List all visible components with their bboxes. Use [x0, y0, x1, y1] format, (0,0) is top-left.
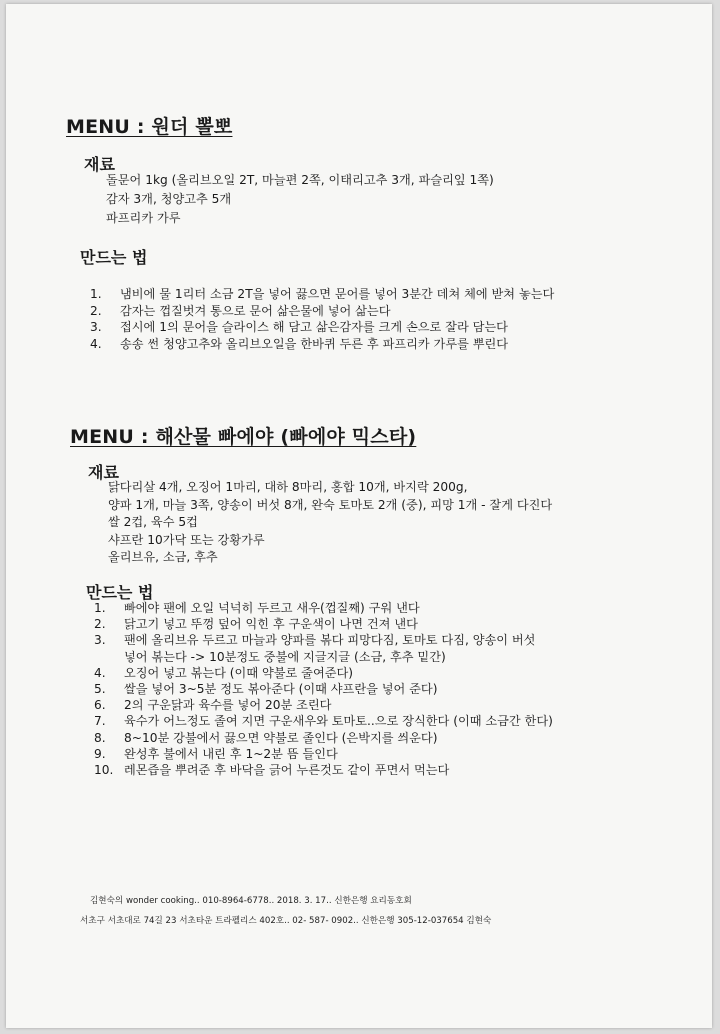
- step-number: 10.: [94, 762, 114, 777]
- step-text: 닭고기 넣고 뚜껑 덮어 익힌 후 구운색이 나면 건져 낸다: [124, 617, 418, 632]
- step-text: 완성후 불에서 내린 후 1~2분 뜸 들인다: [124, 746, 338, 761]
- step-number: 9.: [94, 746, 106, 761]
- step-number: 3.: [94, 633, 106, 648]
- step-text: 8~10분 강불에서 끓으면 약불로 졸인다 (은박지를 씌운다): [124, 730, 438, 745]
- step-text: 접시에 1의 문어을 슬라이스 해 담고 삶은감자를 크게 손으로 잘라 담는다: [120, 320, 508, 334]
- recipe2-ingredients-heading: 재료: [88, 463, 119, 482]
- recipe1-steps: [90, 286, 554, 352]
- ingredient-line: 양파 1개, 마늘 3쪽, 양송이 버섯 8개, 완숙 토마토 2개 (중), 피망 1개 - 잘게 다진다: [108, 497, 553, 512]
- step-item: [94, 746, 553, 762]
- step-item: [94, 681, 553, 697]
- step-number: 2.: [90, 303, 102, 318]
- step-item: [94, 713, 553, 729]
- step-text: 레몬즙을 뿌려준 후 바닥을 긁어 누른것도 같이 푸면서 먹는다: [124, 762, 450, 777]
- recipe1-title: MENU : 원더 뽈뽀: [66, 116, 233, 138]
- step-continuation: 넣어 볶는다 -> 10분정도 중불에 지글지글 (소금, 후추 밑간): [124, 649, 446, 664]
- step-number: 1.: [90, 287, 102, 301]
- step-text: 육수가 어느정도 졸여 지면 구운새우와 토마토..으로 장식한다 (이때 소금간 한다): [124, 714, 553, 729]
- step-number: 2.: [94, 617, 106, 632]
- ingredient-line: 쌀 2컵, 육수 5컵: [108, 515, 198, 529]
- step-text: 감자는 껍질벗겨 통으로 문어 삶은물에 넣어 삶는다: [120, 303, 391, 318]
- step-item: [94, 697, 553, 713]
- step-item: [90, 336, 554, 353]
- step-text: 2의 구운닭과 육수를 넣어 20분 조린다: [124, 698, 332, 713]
- ingredient-line: 감자 3개, 청양고추 5개: [106, 192, 232, 206]
- ingredient-line: 돌문어 1kg (올리브오일 2T, 마늘편 2쪽, 이태리고추 3개, 파슬리잎 1쪽): [106, 173, 494, 187]
- step-text: 오징어 넣고 볶는다 (이때 약불로 줄여준다): [124, 665, 354, 680]
- step-text: 쌀을 넣어 3~5분 정도 볶아준다 (이때 샤프란을 넣어 준다): [124, 681, 438, 696]
- recipe1-ingredients-list: [106, 171, 494, 228]
- footer-address-line: 서초구 서초대로 74길 23 서초타운 트라펠리스 402호.. 02- 587- 0902.. 신한은행 305-12-037654 김현숙: [80, 916, 492, 926]
- step-item: [94, 762, 553, 778]
- step-text: 빠에야 팬에 오일 넉넉히 두르고 새우(껍질째) 구워 낸다: [124, 601, 420, 615]
- step-number: 5.: [94, 681, 106, 696]
- step-item: [94, 632, 553, 648]
- recipe1-method-heading: 만드는 법: [80, 248, 148, 267]
- ingredient-line: 올리브유, 소금, 후추: [108, 550, 218, 564]
- step-item: [94, 616, 553, 632]
- step-item: [94, 730, 553, 746]
- recipe2-ingredients-list: [108, 479, 552, 567]
- step-item: [94, 600, 553, 616]
- step-number: 3.: [90, 320, 102, 334]
- footer-contact-line: 김현숙의 wonder cooking.. 010-8964-6778.. 2018. 3. 17.. 신한은행 요리동호회: [90, 896, 412, 906]
- step-text: 냄비에 물 1리터 소금 2T을 넣어 끓으면 문어를 넣어 3분간 데쳐 체에 받쳐 놓는다: [120, 287, 555, 301]
- recipe2-steps: [94, 600, 553, 778]
- step-text: 송송 썬 청양고추와 올리브오일을 한바퀴 두른 후 파프리카 가루를 뿌린다: [120, 336, 509, 351]
- step-item: [90, 303, 554, 320]
- step-number: 8.: [94, 730, 106, 745]
- step-number: 7.: [94, 714, 106, 729]
- step-number: 4.: [94, 665, 106, 680]
- ingredient-line: 닭다리살 4개, 오징어 1마리, 대하 8마리, 홍합 10개, 바지락 200g,: [108, 480, 468, 494]
- step-item: [90, 319, 554, 336]
- ingredient-line: 샤프란 10가닥 또는 강황가루: [108, 532, 265, 547]
- step-text: 팬에 올리브유 두르고 마늘과 양파를 볶다 피망다짐, 토마토 다짐, 양송이 버섯: [124, 633, 536, 648]
- recipe2-method-heading: 만드는 법: [86, 583, 154, 602]
- step-item: [94, 665, 553, 681]
- step-item: [90, 286, 554, 303]
- step-number: 6.: [94, 698, 106, 713]
- step-number: 4.: [90, 336, 102, 351]
- recipe2-title: MENU : 해산물 빠에야 (빠에야 믹스타): [70, 426, 417, 448]
- ingredient-line: 파프리카 가루: [106, 211, 181, 225]
- step-number: 1.: [94, 601, 106, 615]
- recipe1-ingredients-heading: 재료: [84, 155, 115, 174]
